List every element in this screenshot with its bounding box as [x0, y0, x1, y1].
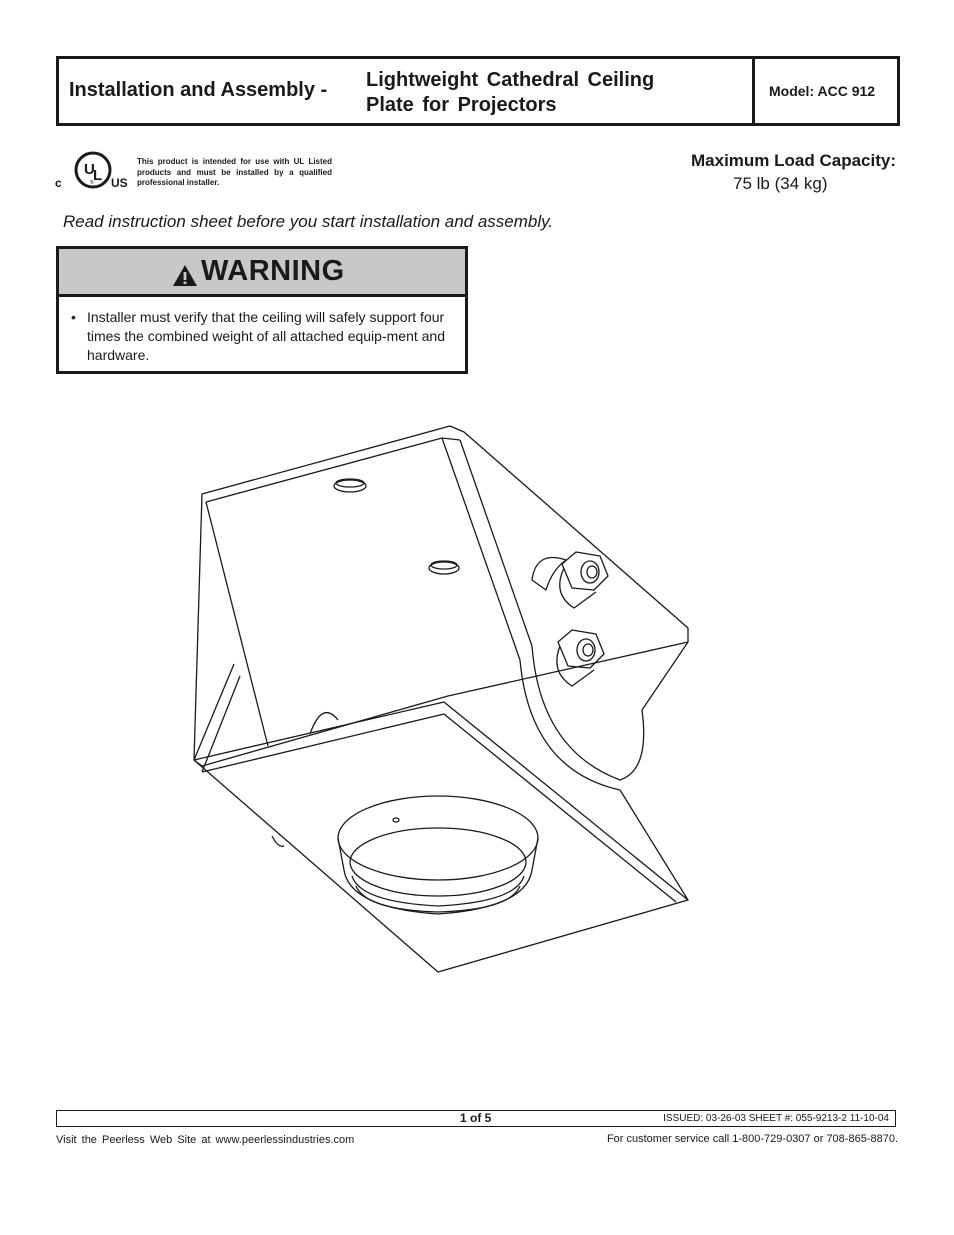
load-capacity-value: 75 lb (34 kg): [733, 174, 828, 193]
warning-text: Installer must verify that the ceiling will safely support four times the combined weight of all attached equip-ment and hardware.: [87, 309, 445, 363]
svg-text:US: US: [111, 176, 128, 190]
website-note: Visit the Peerless Web Site at www.peerlessindustries.com: [56, 1134, 355, 1146]
warning-title: WARNING: [201, 255, 345, 287]
header-divider: [752, 59, 755, 123]
svg-text:L: L: [93, 167, 103, 184]
footer-bar: [56, 1110, 896, 1127]
svg-text:U: U: [84, 161, 95, 178]
load-capacity-title: Maximum Load Capacity:: [691, 151, 896, 170]
product-name: [366, 68, 654, 118]
header-title: Installation and Assembly -: [69, 79, 328, 101]
product-name-line2: Plate for Projectors: [366, 94, 557, 116]
warning-triangle-icon: [172, 264, 198, 287]
svg-text:c: c: [55, 176, 62, 190]
warning-header: [59, 249, 465, 297]
read-instructions-note: Read instruction sheet before you start installation and assembly.: [63, 212, 554, 231]
bullet-icon: •: [71, 309, 76, 325]
ceiling-plate-illustration: [180, 410, 700, 980]
page-number: 1 of 5: [460, 1111, 492, 1125]
model-number: Model: ACC 912: [769, 83, 876, 99]
warning-box: [56, 246, 468, 374]
customer-service-note: For customer service call 1-800-729-0307 or 708-865-8870.: [606, 1133, 898, 1145]
ul-certification-note: This product is intended for use with UL Listed products and must be installed by a qualified professional installer.: [137, 157, 332, 187]
product-name-line1: Lightweight Cathedral Ceiling: [366, 69, 655, 91]
ul-listed-logo-icon: [55, 150, 130, 192]
document-header: [56, 56, 900, 126]
svg-text:®: ®: [90, 180, 94, 186]
issued-info: ISSUED: 03-26-03 SHEET #: 055-9213-2 11-10-04: [663, 1113, 889, 1124]
